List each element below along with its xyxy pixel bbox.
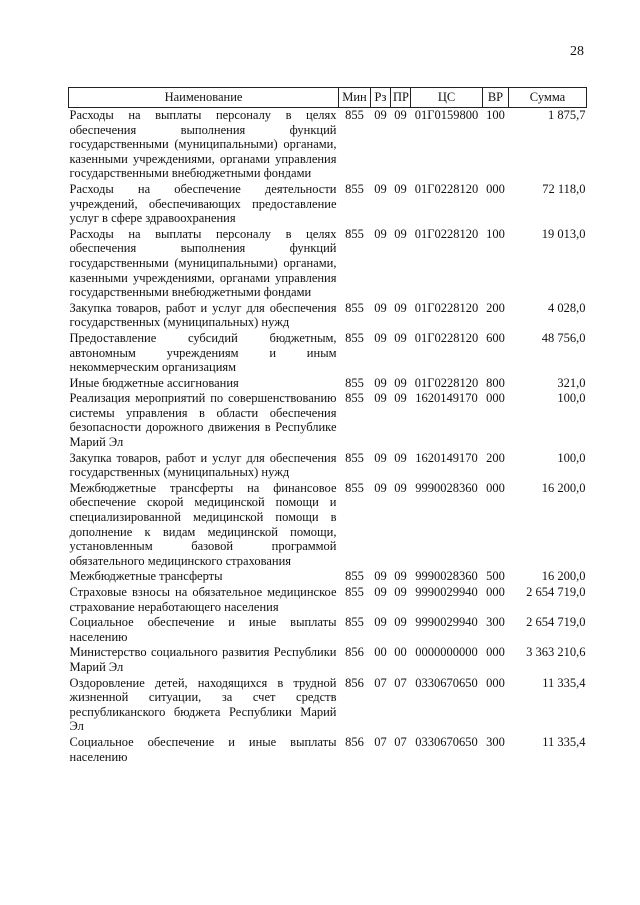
cell-vr: 800: [486, 375, 505, 390]
cell-cs: 01Г0228120: [414, 300, 479, 315]
cell-name: Закупка товаров, работ и услуг для обеспечения государственных (муниципальных) нужд: [69, 300, 337, 330]
header-cs: ЦС: [411, 88, 483, 108]
cell-sum: 48 756,0: [541, 330, 586, 345]
cell-pr: 09: [394, 108, 407, 122]
cell-vr: 000: [486, 585, 505, 599]
cell-vr: 500: [486, 569, 505, 584]
cell-vr: 000: [486, 181, 505, 196]
cell-cs: 9990028360: [415, 480, 478, 495]
cell-sum: 1 875,7: [548, 108, 586, 122]
cell-min: 856: [345, 734, 364, 749]
cell-name: Иные бюджетные ассигнования: [69, 375, 239, 390]
cell-min: 855: [345, 108, 364, 122]
header-name: Наименование: [69, 88, 339, 108]
cell-min: 855: [345, 226, 364, 241]
cell-rz: 09: [374, 391, 387, 406]
cell-name: Межбюджетные трансферты на финансовое обеспечение скорой медицинской помощи и специализированной медицинской помощи в дополнение к видам медицинской помощи, установленным базовой программой обязательного медицинского страхования: [69, 480, 337, 568]
cell-min: 855: [345, 330, 364, 345]
cell-name: Закупка товаров, работ и услуг для обеспечения государственных (муниципальных) нужд: [69, 450, 337, 480]
cell-vr: 200: [486, 300, 505, 315]
cell-pr: 07: [394, 734, 407, 749]
cell-vr: 600: [486, 330, 505, 345]
budget-table: [68, 87, 587, 765]
table-header-row: [69, 88, 587, 108]
cell-cs: 01Г0228120: [414, 330, 479, 345]
cell-cs: 0330670650: [415, 734, 478, 749]
cell-name: Министерство социального развития Республики Марий Эл: [69, 645, 337, 674]
table-row: [69, 585, 587, 615]
cell-sum: 11 335,4: [542, 734, 586, 749]
cell-name: Расходы на обеспечение деятельности учреждений, обеспечивающих предоставление услуг в сфере здравоохранения: [69, 181, 337, 226]
cell-sum: 16 200,0: [541, 480, 586, 495]
cell-name: Расходы на выплаты персоналу в целях обеспечения выполнения функций государственными (муниципальными) органами, казенными учреждениями, органами управления государственными внебюджетными фондами: [69, 108, 337, 181]
cell-name: Социальное обеспечение и иные выплаты населению: [69, 615, 337, 644]
cell-vr: 100: [486, 226, 505, 241]
cell-cs: 0330670650: [415, 675, 478, 690]
cell-min: 855: [345, 375, 364, 390]
cell-rz: 00: [374, 645, 387, 660]
cell-cs: 01Г0228120: [414, 375, 479, 390]
cell-rz: 09: [374, 181, 387, 196]
cell-sum: 19 013,0: [541, 226, 586, 241]
cell-pr: 09: [394, 181, 407, 196]
cell-min: 855: [345, 450, 364, 465]
cell-pr: 09: [394, 391, 407, 406]
header-sum: Сумма: [509, 88, 587, 108]
cell-vr: 000: [486, 480, 505, 495]
table-row: [69, 615, 587, 645]
header-min: Мин: [339, 88, 371, 108]
cell-rz: 07: [374, 675, 387, 690]
cell-sum: 3 363 210,6: [526, 645, 586, 660]
cell-name: Социальное обеспечение и иные выплаты населению: [69, 734, 337, 764]
cell-min: 855: [345, 300, 364, 315]
cell-rz: 09: [374, 226, 387, 241]
cell-vr: 000: [486, 645, 505, 660]
cell-rz: 09: [374, 375, 387, 390]
header-rz: Рз: [371, 88, 391, 108]
table-row: [69, 451, 587, 481]
table-row: [69, 645, 587, 675]
table-row: [69, 227, 587, 301]
cell-sum: 16 200,0: [541, 569, 586, 584]
cell-name: Реализация мероприятий по совершенствованию системы управления в области обеспечения безопасности дорожного движения в Республике Марий Эл: [69, 391, 337, 450]
cell-pr: 00: [394, 645, 407, 660]
cell-sum: 2 654 719,0: [526, 585, 586, 599]
cell-pr: 09: [394, 330, 407, 345]
cell-cs: 01Г0228120: [414, 181, 479, 196]
cell-name: Оздоровление детей, находящихся в трудной жизненной ситуации, за счет средств республиканского бюджета Республики Марий Эл: [69, 675, 337, 734]
cell-rz: 09: [374, 108, 387, 122]
cell-cs: 9990028360: [415, 569, 478, 584]
cell-pr: 09: [394, 450, 407, 465]
cell-pr: 09: [394, 300, 407, 315]
cell-vr: 000: [486, 675, 505, 690]
table-row: [69, 569, 587, 585]
cell-sum: 100,0: [557, 450, 586, 465]
cell-vr: 300: [486, 734, 505, 749]
table-row: [69, 301, 587, 331]
cell-rz: 09: [374, 615, 387, 630]
cell-cs: 9990029940: [415, 615, 478, 630]
cell-rz: 09: [374, 585, 387, 599]
header-pr: ПР: [391, 88, 411, 108]
header-vr: ВР: [483, 88, 509, 108]
cell-min: 855: [345, 480, 364, 495]
table-row: [69, 182, 587, 227]
cell-cs: 0000000000: [415, 645, 478, 660]
cell-rz: 09: [374, 300, 387, 315]
cell-name: Страховые взносы на обязательное медицинское страхование неработающего населения: [69, 585, 337, 614]
cell-rz: 09: [374, 330, 387, 345]
cell-pr: 09: [394, 615, 407, 630]
cell-min: 855: [345, 615, 364, 630]
table-body: [69, 108, 587, 766]
table-row: [69, 676, 587, 735]
cell-min: 855: [345, 569, 364, 584]
cell-sum: 72 118,0: [542, 181, 586, 196]
cell-sum: 321,0: [557, 375, 586, 390]
table-row: [69, 391, 587, 450]
cell-vr: 000: [486, 391, 505, 406]
cell-name: Предоставление субсидий бюджетным, автономным учреждениям и иным некоммерческим организациям: [69, 330, 337, 375]
cell-pr: 09: [394, 375, 407, 390]
cell-rz: 09: [374, 480, 387, 495]
cell-cs: 1620149170: [415, 450, 478, 465]
cell-rz: 09: [374, 450, 387, 465]
table-row: [69, 376, 587, 392]
cell-pr: 07: [394, 675, 407, 690]
cell-min: 856: [345, 645, 364, 660]
cell-min: 856: [345, 675, 364, 690]
table-row: [69, 331, 587, 376]
cell-name: Межбюджетные трансферты: [69, 569, 223, 584]
cell-vr: 300: [486, 615, 505, 630]
cell-pr: 09: [394, 569, 407, 584]
table-row: [69, 735, 587, 765]
cell-min: 855: [345, 391, 364, 406]
cell-vr: 100: [486, 108, 505, 122]
cell-rz: 09: [374, 569, 387, 584]
cell-sum: 100,0: [557, 391, 586, 406]
cell-cs: 9990029940: [415, 585, 478, 599]
cell-min: 855: [345, 181, 364, 196]
cell-sum: 4 028,0: [548, 300, 586, 315]
cell-cs: 1620149170: [415, 391, 478, 406]
table-row: [69, 108, 587, 182]
cell-cs: 01Г0159800: [414, 108, 479, 122]
cell-min: 855: [345, 585, 364, 599]
cell-name: Расходы на выплаты персоналу в целях обеспечения выполнения функций государственными (муниципальными) органами, казенными учреждениями, органами управления государственными внебюджетными фондами: [69, 226, 337, 300]
cell-pr: 09: [394, 585, 407, 599]
cell-sum: 11 335,4: [542, 675, 586, 690]
cell-sum: 2 654 719,0: [526, 615, 586, 630]
cell-cs: 01Г0228120: [414, 226, 479, 241]
cell-pr: 09: [394, 480, 407, 495]
page-number: 28: [570, 44, 584, 59]
table-row: [69, 481, 587, 570]
cell-pr: 09: [394, 226, 407, 241]
cell-vr: 200: [486, 450, 505, 465]
cell-rz: 07: [374, 734, 387, 749]
